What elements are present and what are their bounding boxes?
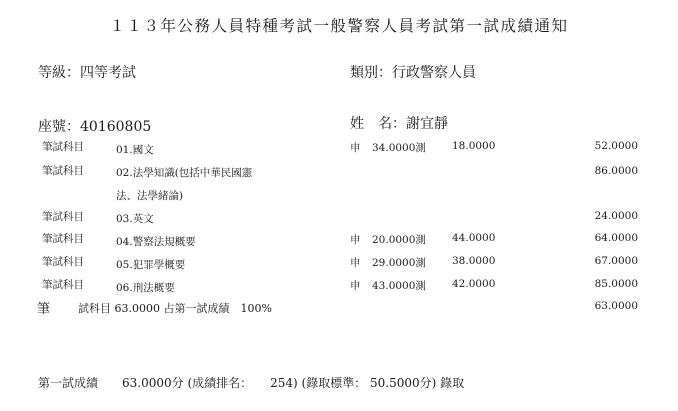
summary-char: 筆 bbox=[37, 302, 51, 317]
subject-score: 85.0000 bbox=[594, 278, 638, 290]
seat-number: 座號：40160805 bbox=[38, 119, 152, 135]
grade-level: 等級：四等考試 bbox=[38, 65, 136, 81]
essay-marker: 申 bbox=[350, 280, 361, 292]
subject-name: 02.法學知識(包括中華民國憲 bbox=[116, 167, 253, 179]
essay-marker: 申 bbox=[350, 257, 361, 269]
candidate-name: 姓 名：謝宜靜 bbox=[350, 116, 448, 132]
summary-text: 試科目 63.0000 占第一試成績 100% bbox=[78, 302, 272, 315]
row-label: 筆試科目 bbox=[42, 141, 84, 153]
subject-name: 03.英文 bbox=[116, 213, 154, 225]
subject-name: 06.刑法概要 bbox=[116, 282, 175, 294]
subject-score: 86.0000 bbox=[594, 165, 638, 177]
subject-score: 67.0000 bbox=[594, 255, 638, 267]
summary-score: 63.0000 bbox=[594, 300, 638, 312]
test-score: 42.0000 bbox=[452, 278, 496, 290]
essay-marker: 申 bbox=[350, 142, 361, 154]
first-stage-result: 第一試成績 63.0000分 (成績排名： 254) (錄取標準： 50.5000分) 錄取 bbox=[38, 376, 465, 390]
subject-name: 05.犯罪學概要 bbox=[116, 259, 186, 271]
subject-score: 24.0000 bbox=[594, 210, 638, 222]
subject-name: 04.警察法規概要 bbox=[116, 236, 196, 248]
row-label: 筆試科目 bbox=[42, 279, 84, 291]
test-score: 18.0000 bbox=[452, 140, 496, 152]
subject-score: 52.0000 bbox=[594, 140, 638, 152]
test-score: 44.0000 bbox=[452, 232, 496, 244]
subject-score: 64.0000 bbox=[594, 232, 638, 244]
essay-score: 20.0000測 bbox=[372, 234, 426, 246]
test-score: 38.0000 bbox=[452, 255, 496, 267]
row-label: 筆試科目 bbox=[42, 211, 84, 223]
essay-score: 34.0000測 bbox=[372, 142, 426, 154]
subject-name-continued: 法、法學緒論) bbox=[116, 190, 184, 202]
row-label: 筆試科目 bbox=[42, 256, 84, 268]
exam-category: 類別：行政警察人員 bbox=[350, 65, 476, 81]
subject-name: 01.國文 bbox=[116, 144, 154, 156]
essay-marker: 申 bbox=[350, 234, 361, 246]
essay-score: 29.0000測 bbox=[372, 257, 426, 269]
row-label: 筆試科目 bbox=[42, 165, 84, 177]
row-label: 筆試科目 bbox=[42, 233, 84, 245]
essay-score: 43.0000測 bbox=[372, 280, 426, 292]
notice-title: １１３年公務人員特種考試一般警察人員考試第一試成績通知 bbox=[109, 17, 569, 35]
